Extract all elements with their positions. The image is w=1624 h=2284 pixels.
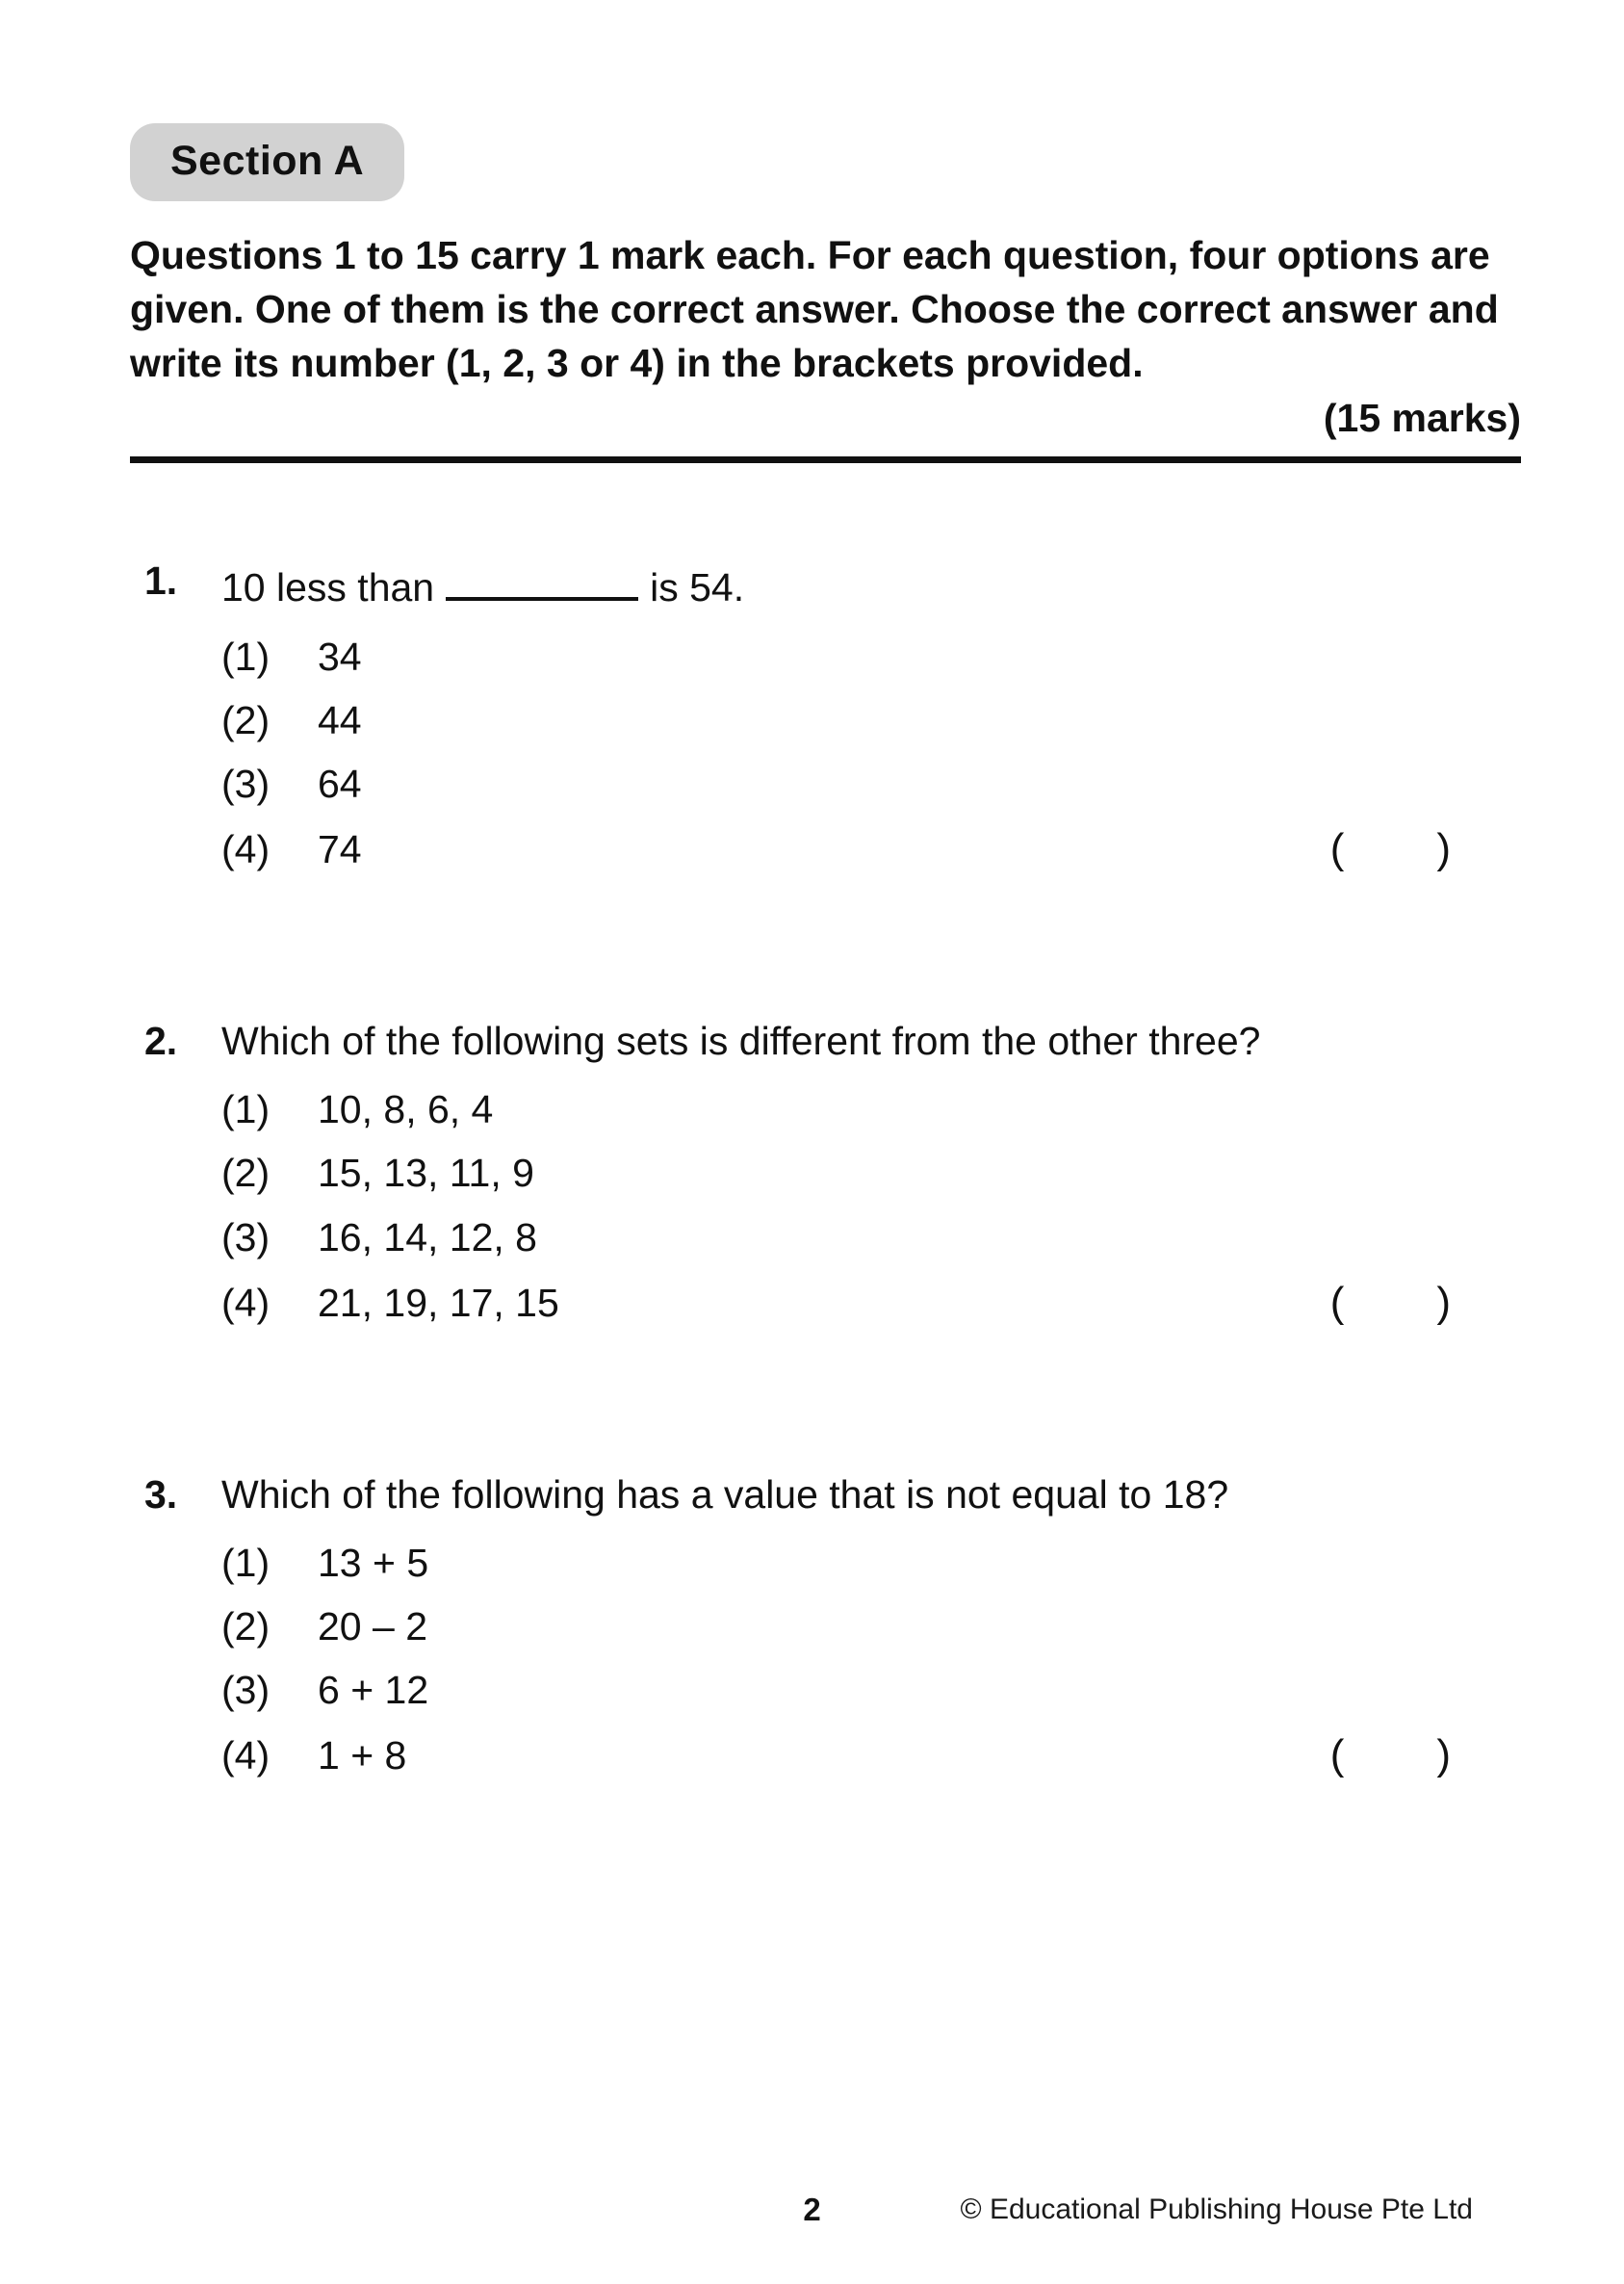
option-label: (1) <box>221 1087 271 1132</box>
question-1-text-after-blank: is 54. <box>650 565 745 610</box>
option-value: 64 <box>318 762 362 807</box>
question-1-number: 1. <box>144 558 178 604</box>
question-3-options <box>221 1540 1521 1781</box>
option-row <box>221 1603 1521 1650</box>
option-label: (4) <box>221 1733 271 1778</box>
option-value: 34 <box>318 634 362 679</box>
option-label: (4) <box>221 827 271 872</box>
section-badge-label: Section A <box>170 138 365 184</box>
option-label: (3) <box>221 1668 271 1713</box>
option-row <box>221 824 1521 875</box>
option-label: (1) <box>221 634 271 679</box>
answer-bracket-open: ( <box>1329 1278 1345 1326</box>
question-1-answer-blank <box>446 558 638 601</box>
option-value: 74 <box>318 827 362 872</box>
question-2-options <box>221 1086 1521 1328</box>
question-2-number: 2. <box>144 1019 178 1064</box>
question-3-number: 3. <box>144 1471 178 1517</box>
option-value: 13 + 5 <box>318 1540 429 1585</box>
question-3-row <box>144 1471 1521 1518</box>
question-3-answer-brackets <box>1330 1730 1521 1781</box>
question-2-answer-brackets <box>1330 1278 1521 1329</box>
option-value: 10, 8, 6, 4 <box>318 1087 494 1132</box>
option-label: (2) <box>221 1603 271 1648</box>
answer-bracket-close: ) <box>1436 1731 1451 1779</box>
section-badge <box>130 123 404 201</box>
section-instructions: Questions 1 to 15 carry 1 mark each. For each question, four options are given. One of them is the correct answer. Choose the correct answer and write its number (1, 2, 3 or 4) in the brackets provided. <box>130 233 1499 386</box>
section-marks-label: (15 marks) <box>1323 396 1521 441</box>
page-footer <box>0 2192 1624 2234</box>
question-1-options <box>221 634 1521 875</box>
question-1-row <box>144 558 1521 611</box>
question-2-text: Which of the following sets is different from the other three? <box>221 1019 1261 1064</box>
question-1-answer-brackets <box>1330 824 1521 875</box>
option-value: 6 + 12 <box>318 1668 429 1713</box>
answer-bracket-open: ( <box>1329 825 1345 873</box>
option-value: 44 <box>318 697 362 742</box>
option-row <box>221 1278 1521 1329</box>
option-row <box>221 1086 1521 1133</box>
option-label: (3) <box>221 1214 271 1259</box>
section-divider-rule <box>130 456 1521 463</box>
answer-bracket-close: ) <box>1436 1278 1451 1326</box>
page-number: 2 <box>803 2192 821 2227</box>
option-value: 20 – 2 <box>318 1603 427 1648</box>
question-2 <box>130 1018 1521 1329</box>
option-value: 1 + 8 <box>318 1733 407 1778</box>
question-2-row <box>144 1018 1521 1065</box>
option-row <box>221 1667 1521 1714</box>
option-label: (4) <box>221 1280 271 1325</box>
option-value: 15, 13, 11, 9 <box>318 1151 534 1196</box>
option-label: (1) <box>221 1540 271 1585</box>
option-row <box>221 1540 1521 1587</box>
question-3 <box>130 1471 1521 1782</box>
option-row <box>221 1730 1521 1781</box>
option-row <box>221 1150 1521 1197</box>
answer-bracket-close: ) <box>1436 825 1451 873</box>
option-value: 16, 14, 12, 8 <box>318 1214 537 1259</box>
option-row <box>221 761 1521 808</box>
answer-bracket-open: ( <box>1329 1731 1345 1779</box>
copyright-notice: © Educational Publishing House Pte Ltd <box>960 2193 1473 2225</box>
question-3-text: Which of the following has a value that is not equal to 18? <box>221 1471 1229 1517</box>
option-row <box>221 697 1521 744</box>
option-row <box>221 634 1521 681</box>
question-1-text-before-blank: 10 less than <box>221 565 435 610</box>
option-value: 21, 19, 17, 15 <box>318 1280 559 1325</box>
question-1 <box>130 558 1521 875</box>
question-1-text <box>221 558 1521 611</box>
option-label: (3) <box>221 762 271 807</box>
option-label: (2) <box>221 1151 271 1196</box>
option-label: (2) <box>221 697 271 742</box>
option-row <box>221 1214 1521 1261</box>
